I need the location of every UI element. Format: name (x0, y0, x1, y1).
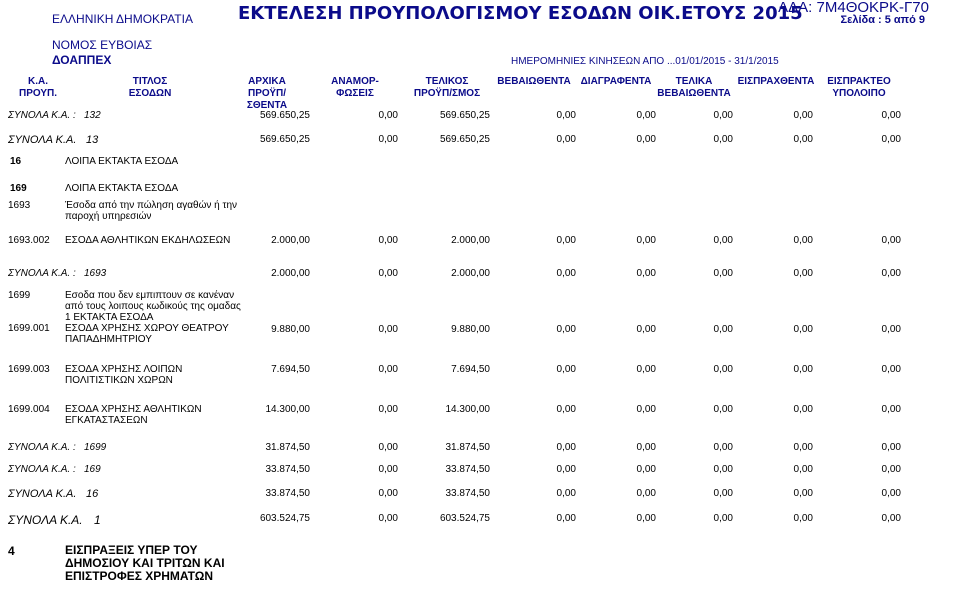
value-eispraxthenta: 0,00 (793, 364, 813, 375)
col-header-arxika: ΑΡΧΙΚΑ ΠΡΟΫΠ/ΣΘΕΝΤΑ (246, 76, 288, 111)
section-title: ΕΙΣΠΡΑΞΕΙΣ ΥΠΕΡ ΤΟΥ ΔΗΜΟΣΙΟΥ ΚΑΙ ΤΡΙΤΩΝ ΚΑΙ ΕΠΙΣΤΡΟΦΕΣ ΧΡΗΜΑΤΩΝ (65, 543, 225, 583)
account-title: ΕΣΟΔΑ ΧΡΗΣΗΣ ΛΟΙΠΩΝ ΠΟΛΙΤΙΣΤΙΚΩΝ ΧΩΡΩΝ (65, 364, 183, 386)
value-telika: 0,00 (713, 110, 733, 121)
total-code: 132 (84, 110, 101, 121)
total-code: 1 (94, 513, 101, 527)
value-diagrafenta: 0,00 (636, 364, 656, 375)
value-eispraxthenta: 0,00 (793, 268, 813, 279)
account-title: ΕΣΟΔΑ ΧΡΗΣΗΣ ΑΘΛΗΤΙΚΩΝ ΕΓΚΑΤΑΣΤΑΣΕΩΝ (65, 404, 202, 426)
value-diagrafenta: 0,00 (636, 404, 656, 415)
value-anamorf: 0,00 (378, 464, 398, 475)
value-telikos: 603.524,75 (439, 513, 490, 524)
value-bebaiothenta: 0,00 (556, 364, 576, 375)
value-diagrafenta: 0,00 (636, 134, 656, 145)
prefecture-label: ΝΟΜΟΣ ΕΥΒΟΙΑΣ (52, 38, 153, 52)
value-telikos: 569.650,25 (439, 110, 490, 121)
value-anamorf: 0,00 (378, 134, 398, 145)
report-title: ΕΚΤΕΛΕΣΗ ΠΡΟΥΠΟΛΟΓΙΣΜΟΥ ΕΣΟΔΩΝ ΟΙΚ.ΕΤΟΥΣ 2015 (238, 3, 803, 24)
total-label: ΣΥΝΟΛΑ Κ.Α. (8, 513, 83, 527)
col-header-titlos: ΤΙΤΛΟΣ ΕΣΟΔΩΝ (128, 76, 172, 99)
value-arxika: 33.874,50 (265, 464, 310, 475)
value-bebaiothenta: 0,00 (556, 268, 576, 279)
value-telika: 0,00 (713, 488, 733, 499)
account-code: 1699.001 (8, 323, 50, 334)
page-indicator: Σελίδα : 5 από 9 (840, 14, 925, 26)
total-code: 1693 (84, 268, 107, 279)
value-eispraktoe: 0,00 (881, 464, 901, 475)
value-telika: 0,00 (713, 464, 733, 475)
value-diagrafenta: 0,00 (636, 513, 656, 524)
col-header-bebaiothenta: ΒΕΒΑΙΩΘΕΝΤΑ (497, 76, 571, 87)
group-title: Έσοδα από την πώληση αγαθών ή την παροχή υπηρεσιών (65, 200, 238, 222)
total-code: 1699 (84, 442, 107, 453)
value-eispraktoe: 0,00 (881, 364, 901, 375)
value-telikos: 9.880,00 (451, 324, 490, 335)
value-telika: 0,00 (713, 513, 733, 524)
value-bebaiothenta: 0,00 (556, 134, 576, 145)
value-arxika: 7.694,50 (271, 364, 310, 375)
group-code: 169 (10, 183, 27, 194)
value-bebaiothenta: 0,00 (556, 513, 576, 524)
group-title: Εσοδα που δεν εμπιπτουν σε κανέναν από τους λοιπους κωδικούς της ομαδας 1 ΕΚΤΑΚΤΑ ΕΣΟΔΑ (65, 290, 241, 323)
total-label: ΣΥΝΟΛΑ Κ.Α. : (8, 464, 76, 475)
value-anamorf: 0,00 (378, 324, 398, 335)
value-eispraktoe: 0,00 (881, 235, 901, 246)
value-diagrafenta: 0,00 (636, 442, 656, 453)
value-telikos: 7.694,50 (451, 364, 490, 375)
value-bebaiothenta: 0,00 (556, 110, 576, 121)
value-telikos: 33.874,50 (445, 488, 490, 499)
account-code: 1699.004 (8, 404, 50, 415)
value-bebaiothenta: 0,00 (556, 404, 576, 415)
value-eispraktoe: 0,00 (881, 488, 901, 499)
value-anamorf: 0,00 (378, 404, 398, 415)
group-code: 1693 (8, 200, 31, 211)
value-eispraxthenta: 0,00 (793, 442, 813, 453)
value-telika: 0,00 (713, 134, 733, 145)
value-eispraktoe: 0,00 (881, 110, 901, 121)
value-eispraxthenta: 0,00 (793, 235, 813, 246)
value-eispraktoe: 0,00 (881, 324, 901, 335)
group-title: ΛΟΙΠΑ ΕΚΤΑΚΤΑ ΕΣΟΔΑ (65, 183, 179, 194)
value-bebaiothenta: 0,00 (556, 488, 576, 499)
value-bebaiothenta: 0,00 (556, 464, 576, 475)
total-label: ΣΥΝΟΛΑ Κ.Α. : (8, 110, 76, 121)
value-telika: 0,00 (713, 442, 733, 453)
value-anamorf: 0,00 (378, 488, 398, 499)
value-arxika: 2.000,00 (271, 268, 310, 279)
total-code: 169 (84, 464, 101, 475)
value-diagrafenta: 0,00 (636, 324, 656, 335)
value-eispraxthenta: 0,00 (793, 110, 813, 121)
value-diagrafenta: 0,00 (636, 464, 656, 475)
value-anamorf: 0,00 (378, 513, 398, 524)
value-eispraktoe: 0,00 (881, 268, 901, 279)
value-arxika: 2.000,00 (271, 235, 310, 246)
total-label: ΣΥΝΟΛΑ Κ.Α. : (8, 442, 76, 453)
value-telikos: 2.000,00 (451, 235, 490, 246)
col-header-ka: Κ.Α. ΠΡΟΥΠ. (18, 76, 58, 99)
value-eispraxthenta: 0,00 (793, 513, 813, 524)
account-code: 1699.003 (8, 364, 50, 375)
col-header-diagrafenta: ΔΙΑΓΡΑΦΕΝΤΑ (580, 76, 652, 87)
value-telikos: 2.000,00 (451, 268, 490, 279)
col-header-anamorf: ΑΝΑΜΟΡ-ΦΩΣΕΙΣ (331, 76, 379, 99)
group-code: 1699 (8, 290, 31, 301)
value-telika: 0,00 (713, 364, 733, 375)
value-telikos: 31.874,50 (445, 442, 490, 453)
group-code: 16 (10, 156, 22, 167)
value-telikos: 569.650,25 (439, 134, 490, 145)
value-telika: 0,00 (713, 404, 733, 415)
value-telika: 0,00 (713, 235, 733, 246)
value-eispraxthenta: 0,00 (793, 134, 813, 145)
value-arxika: 9.880,00 (271, 324, 310, 335)
value-eispraktoe: 0,00 (881, 513, 901, 524)
value-telika: 0,00 (713, 324, 733, 335)
total-code: 16 (86, 488, 99, 500)
col-header-eispraktoe: ΕΙΣΠΡΑΚΤΕΟ ΥΠΟΛΟΙΠΟ (827, 76, 891, 99)
date-range: ΗΜΕΡΟΜΗΝΙΕΣ ΚΙΝΗΣΕΩΝ ΑΠΟ ...01/01/2015 - 31/1/2015 (511, 56, 779, 67)
value-telikos: 14.300,00 (445, 404, 490, 415)
value-diagrafenta: 0,00 (636, 268, 656, 279)
value-bebaiothenta: 0,00 (556, 324, 576, 335)
value-anamorf: 0,00 (378, 442, 398, 453)
value-eispraktoe: 0,00 (881, 404, 901, 415)
organization-label: ΔΟΑΠΠΕΧ (52, 53, 112, 67)
value-anamorf: 0,00 (378, 235, 398, 246)
value-bebaiothenta: 0,00 (556, 442, 576, 453)
value-telika: 0,00 (713, 268, 733, 279)
value-eispraxthenta: 0,00 (793, 488, 813, 499)
value-anamorf: 0,00 (378, 268, 398, 279)
value-diagrafenta: 0,00 (636, 235, 656, 246)
account-code: 1693.002 (8, 235, 50, 246)
value-arxika: 14.300,00 (265, 404, 310, 415)
col-header-eispraxthenta: ΕΙΣΠΡΑΧΘΕΝΤΑ (737, 76, 815, 87)
value-diagrafenta: 0,00 (636, 110, 656, 121)
value-arxika: 569.650,25 (259, 134, 310, 145)
value-arxika: 31.874,50 (265, 442, 310, 453)
value-eispraxthenta: 0,00 (793, 324, 813, 335)
value-eispraxthenta: 0,00 (793, 404, 813, 415)
value-arxika: 603.524,75 (259, 513, 310, 524)
section-code: 4 (8, 544, 15, 558)
value-arxika: 33.874,50 (265, 488, 310, 499)
value-eispraxthenta: 0,00 (793, 464, 813, 475)
total-label: ΣΥΝΟΛΑ Κ.Α. (8, 134, 77, 146)
account-title: ΕΣΟΔΑ ΑΘΛΗΤΙΚΩΝ ΕΚΔΗΛΩΣΕΩΝ (65, 235, 231, 246)
group-title: ΛΟΙΠΑ ΕΚΤΑΚΤΑ ΕΣΟΔΑ (65, 156, 179, 167)
col-header-telikos: ΤΕΛΙΚΟΣ ΠΡΟΫΠ/ΣΜΟΣ (413, 76, 481, 99)
value-telikos: 33.874,50 (445, 464, 490, 475)
value-anamorf: 0,00 (378, 110, 398, 121)
account-title: ΕΣΟΔΑ ΧΡΗΣΗΣ ΧΩΡΟΥ ΘΕΑΤΡΟΥ ΠΑΠΑΔΗΜΗΤΡΙΟΥ (65, 323, 229, 345)
total-label: ΣΥΝΟΛΑ Κ.Α. (8, 488, 77, 500)
col-header-telika: ΤΕΛΙΚΑ ΒΕΒΑΙΩΘΕΝΤΑ (657, 76, 731, 99)
value-diagrafenta: 0,00 (636, 488, 656, 499)
total-code: 13 (86, 134, 99, 146)
value-eispraktoe: 0,00 (881, 134, 901, 145)
total-label: ΣΥΝΟΛΑ Κ.Α. : (8, 268, 76, 279)
republic-label: ΕΛΛΗΝΙΚΗ ΔΗΜΟΚΡΑΤΙΑ (52, 12, 193, 26)
ada-code: ΑΔΑ: 7Μ4ΘΟΚΡΚ-Γ70 (778, 0, 929, 16)
value-eispraktoe: 0,00 (881, 442, 901, 453)
value-anamorf: 0,00 (378, 364, 398, 375)
value-bebaiothenta: 0,00 (556, 235, 576, 246)
value-arxika: 569.650,25 (259, 110, 310, 121)
